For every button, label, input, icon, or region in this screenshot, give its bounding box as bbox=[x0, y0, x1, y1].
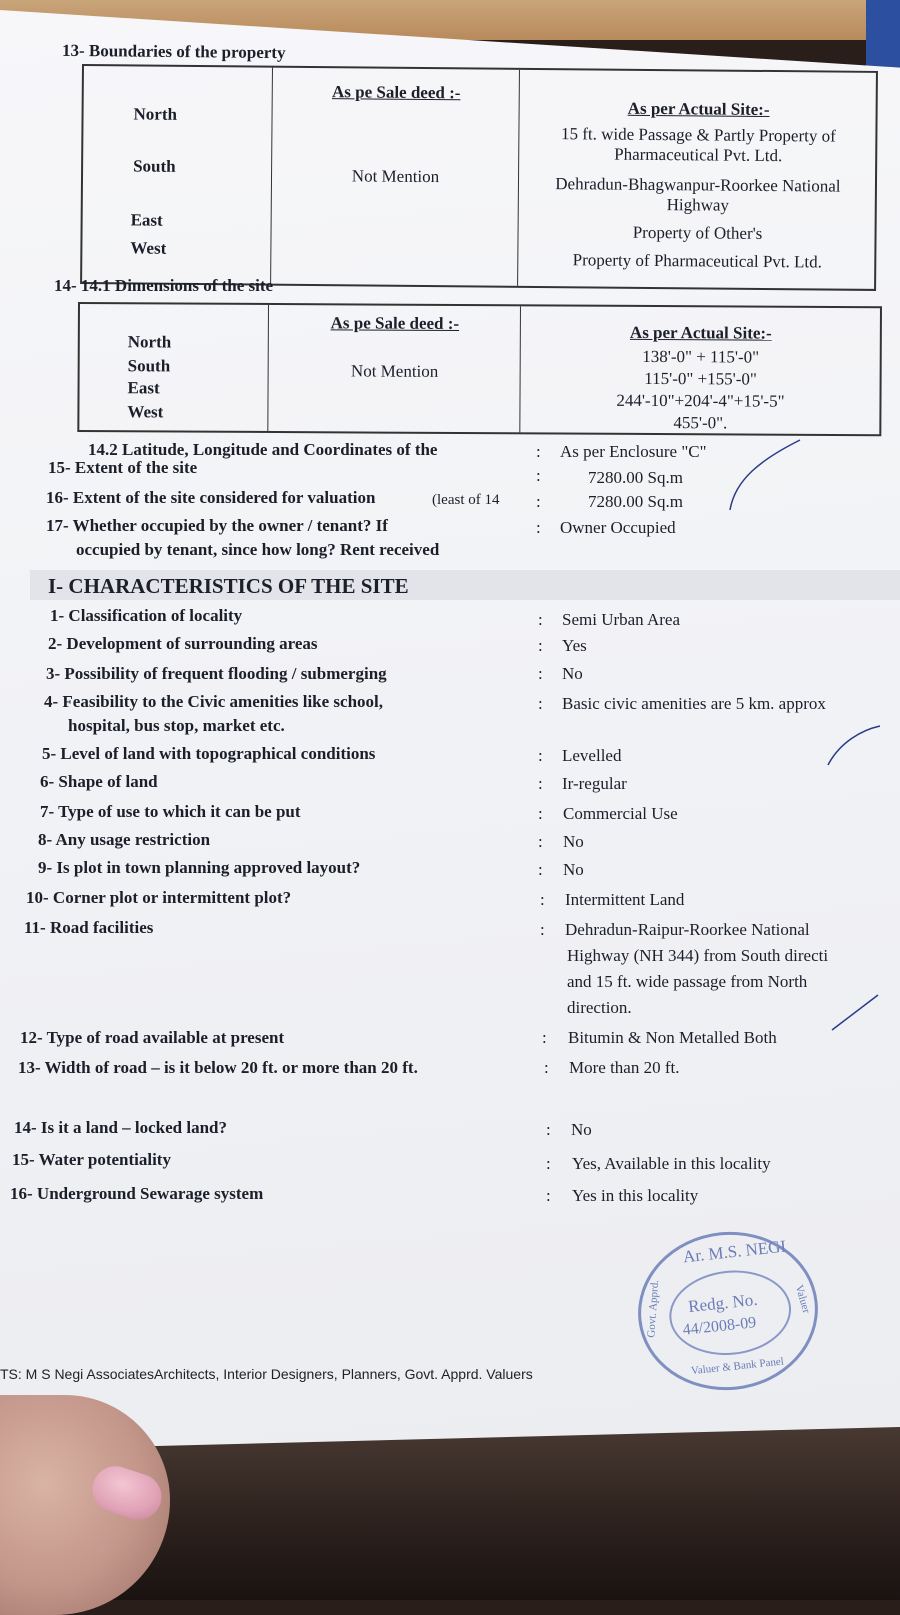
char-item-10-value: Intermittent Land bbox=[565, 890, 685, 909]
site-value-east: 244'-10"+204'-4"+15'-5" bbox=[616, 390, 785, 411]
separator: : bbox=[538, 636, 543, 655]
deed-column-header: As pe Sale deed :- bbox=[330, 313, 460, 333]
separator: : bbox=[536, 442, 541, 461]
char-item-4-label-line2: hospital, bus stop, market etc. bbox=[68, 716, 285, 735]
char-item-16-value: Yes in this locality bbox=[572, 1186, 699, 1205]
char-item-3-value: No bbox=[562, 664, 583, 683]
char-item-11-value-line4: direction. bbox=[567, 998, 632, 1017]
item-15-label: 15- Extent of the site bbox=[48, 458, 198, 477]
deed-value: Not Mention bbox=[350, 361, 439, 381]
item-17-value: Owner Occupied bbox=[560, 518, 676, 537]
char-item-6-value: Ir-regular bbox=[562, 774, 627, 793]
direction-west: West bbox=[127, 402, 164, 422]
char-item-13-value: More than 20 ft. bbox=[569, 1058, 680, 1077]
char-item-6-label: 6- Shape of land bbox=[40, 772, 158, 791]
char-item-15-label: 15- Water potentiality bbox=[12, 1150, 171, 1169]
direction-west: West bbox=[130, 238, 167, 258]
char-item-7-label: 7- Type of use to which it can be put bbox=[40, 802, 301, 821]
char-item-2-label: 2- Development of surrounding areas bbox=[48, 634, 318, 653]
char-item-11-value-line2: Highway (NH 344) from South directi bbox=[567, 946, 829, 965]
separator: : bbox=[540, 920, 545, 939]
direction-north: North bbox=[133, 104, 178, 124]
site-value-south: Dehradun-Bhagwanpur-Roorkee National bbox=[555, 174, 841, 196]
pen-tick-mark bbox=[832, 995, 878, 1030]
separator: : bbox=[538, 860, 543, 879]
char-item-3-label: 3- Possibility of frequent flooding / submerging bbox=[46, 664, 387, 683]
char-item-11-label: 11- Road facilities bbox=[24, 918, 154, 937]
separator: : bbox=[536, 518, 541, 537]
site-column-header: As per Actual Site:- bbox=[627, 98, 770, 120]
char-item-4-label: 4- Feasibility to the Civic amenities like school, bbox=[44, 692, 384, 711]
site-value-south-2: Highway bbox=[666, 195, 730, 215]
pen-tick-mark bbox=[730, 440, 800, 510]
char-item-5-value: Levelled bbox=[562, 746, 622, 765]
separator: : bbox=[542, 1028, 547, 1047]
site-value-north: 138'-0" + 115'-0" bbox=[642, 346, 760, 367]
site-value-north: 15 ft. wide Passage & Partly Property of bbox=[560, 124, 836, 146]
item-14-2-label: 14.2 Latitude, Longitude and Coordinates of the bbox=[88, 440, 438, 459]
char-item-2-value: Yes bbox=[562, 636, 587, 655]
separator: : bbox=[538, 610, 543, 629]
direction-south: South bbox=[127, 356, 171, 376]
separator: : bbox=[538, 664, 543, 683]
site-column-header: As per Actual Site:- bbox=[629, 322, 772, 343]
char-item-8-label: 8- Any usage restriction bbox=[38, 830, 211, 849]
direction-north: North bbox=[127, 332, 172, 352]
separator: : bbox=[538, 746, 543, 765]
item-17-label: 17- Whether occupied by the owner / tenant? If bbox=[46, 516, 388, 535]
char-item-11-value-line3: and 15 ft. wide passage from North bbox=[567, 972, 808, 991]
footer-text: TS: M S Negi AssociatesArchitects, Interior Designers, Planners, Govt. Apprd. Valuers bbox=[0, 1366, 533, 1382]
char-item-15-value: Yes, Available in this locality bbox=[572, 1154, 771, 1173]
section-14-title: 14- 14.1 Dimensions of the site bbox=[54, 276, 274, 295]
stamp-ring-right: Valuer bbox=[792, 1283, 813, 1315]
item-17-label-line2: occupied by tenant, since how long? Rent received bbox=[76, 540, 440, 559]
separator: : bbox=[538, 774, 543, 793]
char-item-13-label: 13- Width of road – is it below 20 ft. or more than 20 ft. bbox=[18, 1058, 418, 1077]
char-item-16-label: 16- Underground Sewarage system bbox=[10, 1184, 264, 1203]
deed-column-header: As pe Sale deed :- bbox=[331, 82, 461, 103]
char-item-9-label: 9- Is plot in town planning approved layout? bbox=[38, 858, 361, 877]
separator: : bbox=[536, 466, 541, 485]
char-item-8-value: No bbox=[563, 832, 584, 851]
separator: : bbox=[538, 804, 543, 823]
deed-value: Not Mention bbox=[351, 166, 440, 187]
char-item-11-value-line1: Dehradun-Raipur-Roorkee National bbox=[565, 920, 810, 939]
separator: : bbox=[536, 492, 541, 511]
direction-south: South bbox=[133, 156, 176, 176]
char-item-1-value: Semi Urban Area bbox=[562, 610, 681, 629]
char-item-14-label: 14- Is it a land – locked land? bbox=[14, 1118, 228, 1137]
char-item-4-value: Basic civic amenities are 5 km. approx bbox=[562, 694, 826, 713]
item-16-value: 7280.00 Sq.m bbox=[588, 492, 683, 511]
section-13-title: 13- Boundaries of the property bbox=[61, 40, 286, 63]
site-value-west: Property of Pharmaceutical Pvt. Ltd. bbox=[572, 250, 823, 272]
stamp-regd-number: 44/2008-09 bbox=[681, 1314, 758, 1339]
separator: : bbox=[540, 890, 545, 909]
direction-east: East bbox=[127, 378, 160, 398]
char-item-12-label: 12- Type of road available at present bbox=[20, 1028, 285, 1047]
char-item-12-value: Bitumin & Non Metalled Both bbox=[568, 1028, 777, 1047]
char-item-7-value: Commercial Use bbox=[563, 804, 678, 823]
stamp-name: Ar. M.S. NEGI bbox=[682, 1236, 787, 1267]
item-16-label-note: (least of 14 bbox=[432, 492, 500, 508]
char-item-9-value: No bbox=[563, 860, 584, 879]
separator: : bbox=[544, 1058, 549, 1077]
char-item-10-label: 10- Corner plot or intermittent plot? bbox=[26, 888, 292, 907]
direction-east: East bbox=[130, 210, 163, 230]
char-item-1-label: 1- Classification of locality bbox=[50, 606, 243, 625]
separator: : bbox=[538, 832, 543, 851]
separator: : bbox=[546, 1186, 551, 1205]
characteristics-heading: I- CHARACTERISTICS OF THE SITE bbox=[48, 574, 409, 598]
char-item-5-label: 5- Level of land with topographical conditions bbox=[42, 744, 376, 763]
char-item-14-value: No bbox=[571, 1120, 592, 1139]
item-14-2-value: As per Enclosure "C" bbox=[560, 442, 707, 461]
site-value-south: 115'-0" +155'-0" bbox=[644, 368, 757, 389]
stamp-regd-label: Redg. No. bbox=[687, 1289, 759, 1317]
stamp-ring-bottom: Valuer & Bank Panel bbox=[690, 1355, 785, 1378]
site-value-north-2: Pharmaceutical Pvt. Ltd. bbox=[614, 144, 783, 166]
site-value-east: Property of Other's bbox=[632, 222, 763, 243]
site-value-west: 455'-0". bbox=[673, 413, 728, 433]
item-15-value: 7280.00 Sq.m bbox=[588, 468, 683, 487]
separator: : bbox=[546, 1120, 551, 1139]
stamp-ring-left: Govt. Apprd. bbox=[645, 1279, 662, 1339]
separator: : bbox=[538, 694, 543, 713]
separator: : bbox=[546, 1154, 551, 1173]
item-16-label: 16- Extent of the site considered for valuation bbox=[46, 488, 376, 507]
pen-tick-mark bbox=[828, 726, 880, 765]
